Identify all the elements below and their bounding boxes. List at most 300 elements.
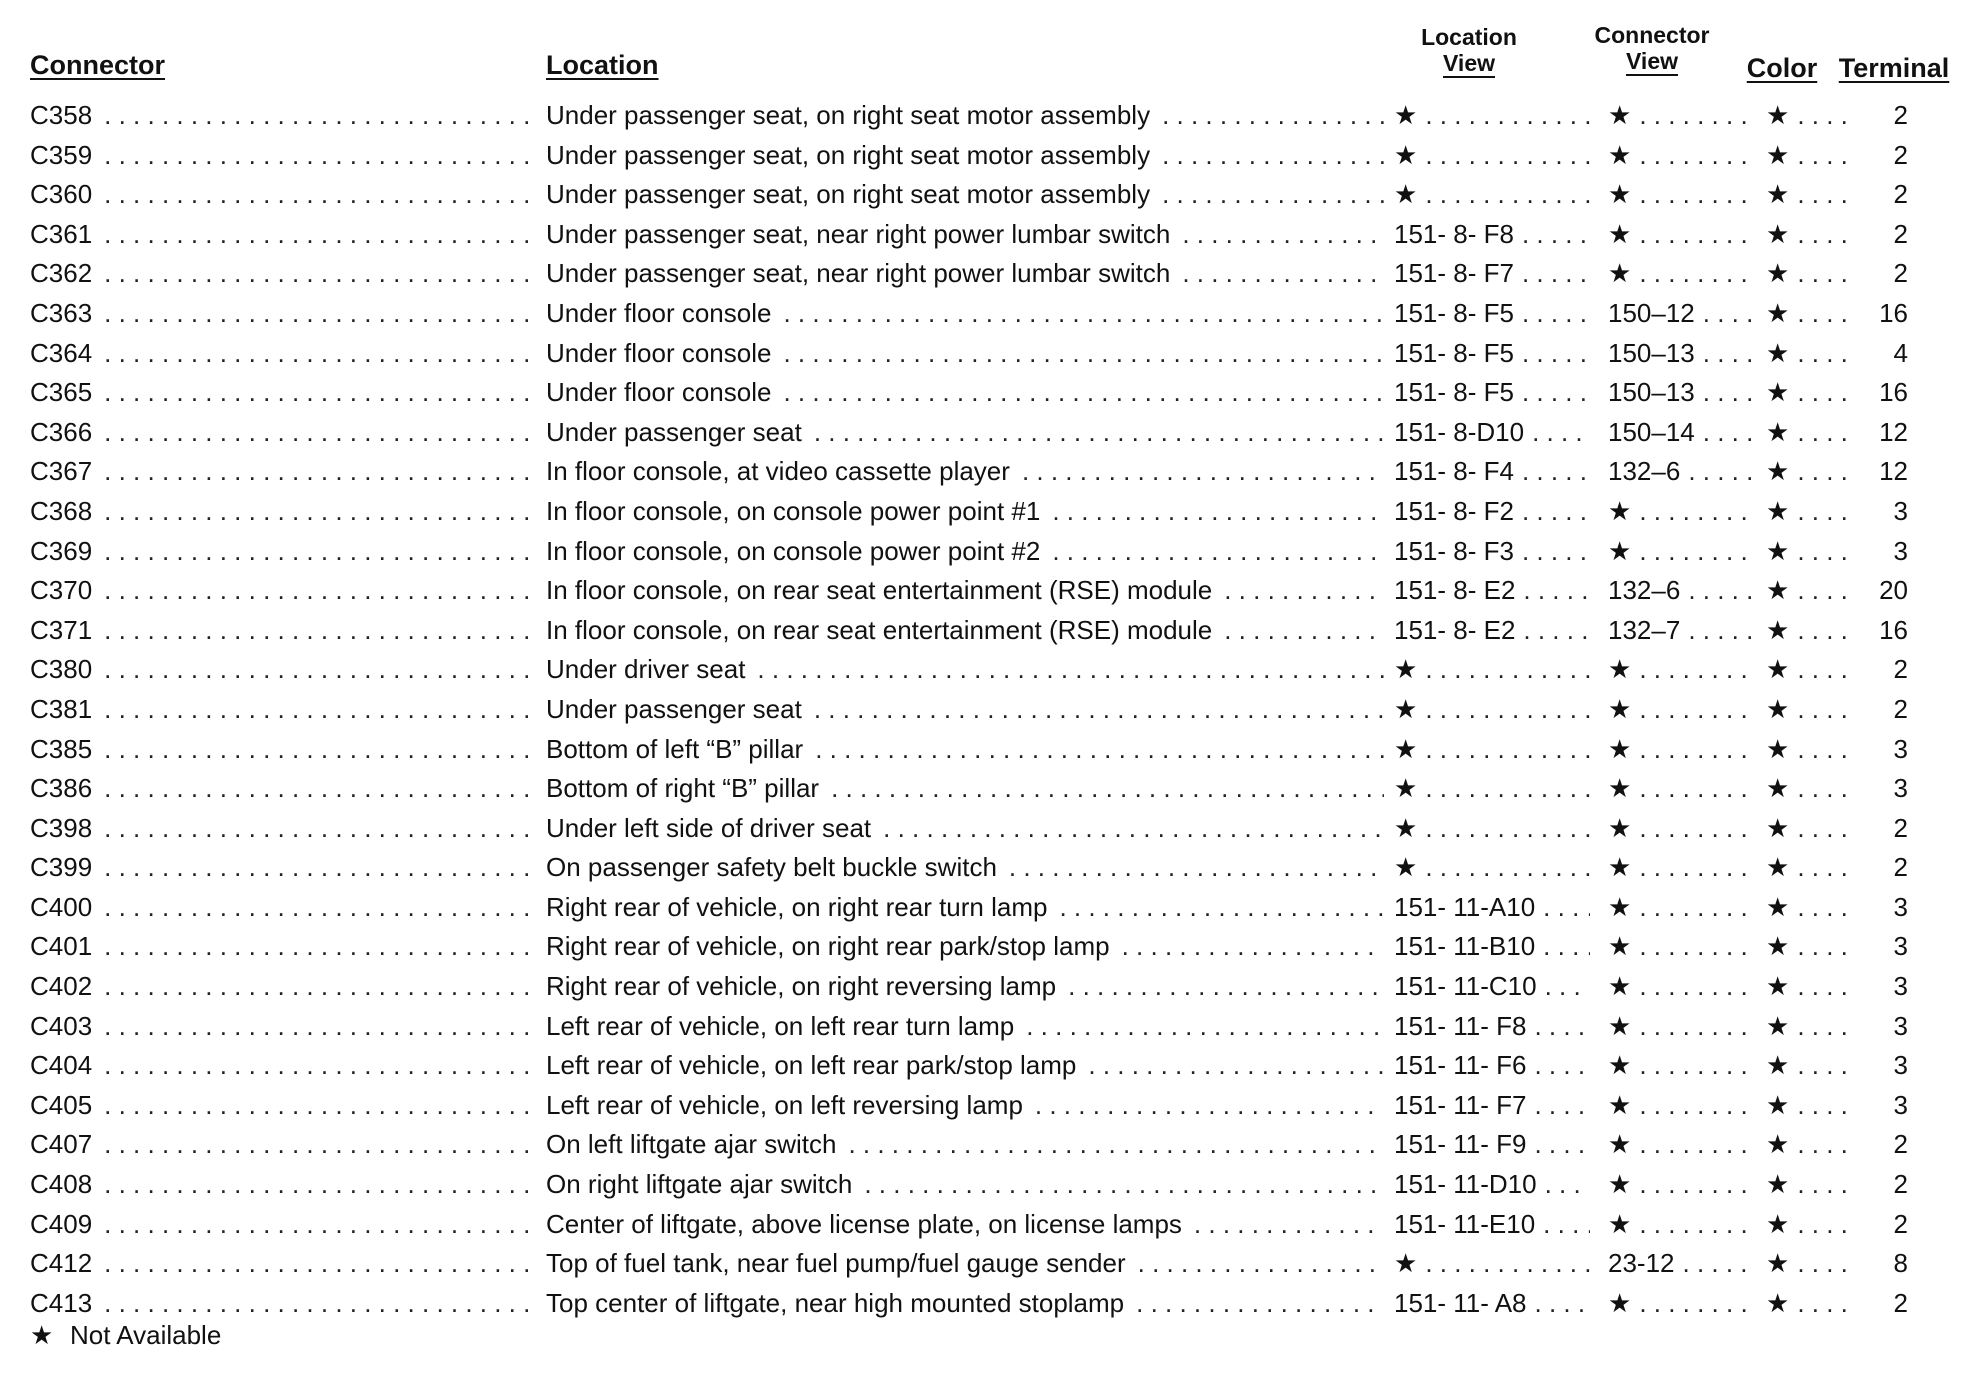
dot-leader [1797,1165,1850,1205]
cell-location-view-text: 151- 8- F5 [1394,297,1514,328]
cell-location [546,1086,1384,1126]
cell-connector-view-text: ★ [1608,1089,1632,1120]
cell-connector-view [1608,1125,1752,1165]
table-row [0,769,1964,809]
table-row [0,136,1964,176]
cell-color [1766,690,1850,730]
header-connector-view-line2 [1582,48,1722,74]
cell-location-text: Right rear of vehicle, on right rear park/stop lamp [546,931,1110,962]
cell-color [1766,215,1850,255]
cell-location [546,1007,1384,1047]
cell-location [546,1284,1384,1324]
cell-connector [30,452,536,492]
cell-location-view-text: 151- 8-D10 [1394,416,1525,447]
dot-leader [1688,611,1752,651]
dot-leader [1138,1244,1384,1284]
dot-leader [1522,532,1590,572]
table-row [0,215,1964,255]
dot-leader [104,809,536,849]
cell-connector-view-text: 150–13 [1608,337,1695,368]
cell-connector-view [1608,571,1752,611]
dot-leader [104,888,536,928]
cell-location [546,848,1384,888]
cell-location-text: Right rear of vehicle, on right rear turn lamp [546,891,1048,922]
dot-leader [815,730,1384,770]
cell-color-text: ★ [1766,931,1790,962]
cell-location-view [1394,650,1590,690]
cell-terminal [1860,571,1908,611]
dot-leader [1534,1125,1590,1165]
cell-location-text: Under passenger seat [546,416,802,447]
table-row [0,730,1964,770]
cell-connector [30,1046,536,1086]
cell-location-view-text: 151- 8- F4 [1394,456,1514,487]
cell-connector-view-text: ★ [1608,179,1632,210]
cell-location-view [1394,1205,1590,1245]
cell-connector-text: C409 [30,1208,93,1239]
cell-terminal-text: 3 [1894,888,1908,928]
cell-location-view [1394,492,1590,532]
cell-connector-text: C370 [30,575,93,606]
cell-location-text: Under driver seat [546,654,746,685]
cell-location-view-text: ★ [1394,812,1418,843]
cell-connector-view [1608,96,1752,136]
cell-location-view-text: 151- 11-C10 [1394,971,1537,1002]
cell-connector [30,1284,536,1324]
cell-terminal-text: 3 [1894,1007,1908,1047]
cell-location-text: On left liftgate ajar switch [546,1129,837,1160]
dot-leader [1522,215,1590,255]
cell-connector-text: C360 [30,179,93,210]
cell-connector [30,1244,536,1284]
dot-leader [1009,848,1384,888]
cell-connector [30,532,536,572]
dot-leader [1688,452,1752,492]
cell-location-view-text: ★ [1394,733,1418,764]
cell-connector [30,254,536,294]
cell-connector-view [1608,769,1752,809]
cell-color [1766,136,1850,176]
cell-terminal [1860,1125,1908,1165]
cell-color-text: ★ [1766,377,1790,408]
cell-terminal-text: 2 [1894,215,1908,255]
cell-color [1766,888,1850,928]
cell-location [546,373,1384,413]
cell-color [1766,611,1850,651]
cell-location-view-text: 151- 11-A10 [1394,891,1536,922]
dot-leader [1534,1007,1590,1047]
cell-location-text: Under passenger seat, near right power lumbar switch [546,218,1171,249]
cell-color [1766,1244,1850,1284]
cell-color [1766,769,1850,809]
table-row [0,1244,1964,1284]
cell-connector [30,492,536,532]
cell-connector-text: C402 [30,971,93,1002]
dot-leader [1639,809,1752,849]
cell-connector-view [1608,611,1752,651]
dot-leader [1797,690,1850,730]
table-row [0,927,1964,967]
cell-terminal [1860,809,1908,849]
cell-terminal [1860,413,1908,453]
dot-leader [1162,136,1384,176]
cell-connector-text: C401 [30,931,93,962]
dot-leader [1639,888,1752,928]
cell-location-view [1394,1125,1590,1165]
cell-color [1766,1046,1850,1086]
cell-connector-view-text: ★ [1608,535,1632,566]
cell-connector [30,1007,536,1047]
header-location: Location [546,50,659,80]
table-row [0,888,1964,928]
cell-connector [30,690,536,730]
cell-connector [30,769,536,809]
cell-connector-view [1608,1284,1752,1324]
dot-leader [104,254,536,294]
cell-color-text: ★ [1766,693,1790,724]
cell-connector-text: C359 [30,139,93,170]
table-row [0,334,1964,374]
cell-connector-view-text: ★ [1608,773,1632,804]
cell-location [546,927,1384,967]
cell-color-text: ★ [1766,535,1790,566]
cell-location-view [1394,730,1590,770]
dot-leader [1534,1046,1590,1086]
dot-leader [1162,175,1384,215]
table-body [0,96,1964,1323]
cell-color-text: ★ [1766,218,1790,249]
cell-location [546,769,1384,809]
cell-terminal-text: 2 [1894,690,1908,730]
cell-location [546,1205,1384,1245]
cell-connector-view [1608,690,1752,730]
cell-location-view-text: 151- 8- F8 [1394,218,1514,249]
dot-leader [1797,1284,1850,1324]
cell-color-text: ★ [1766,1248,1790,1279]
cell-location-text: On passenger safety belt buckle switch [546,852,997,883]
cell-terminal-text: 16 [1879,294,1908,334]
dot-leader [104,175,536,215]
dot-leader [1052,532,1384,572]
table-row [0,254,1964,294]
header-connector-view-line2-text: View [1626,48,1678,75]
cell-connector [30,571,536,611]
dot-leader [104,373,536,413]
cell-connector-text: C405 [30,1089,93,1120]
dot-leader [1425,848,1590,888]
cell-location-text: Center of liftgate, above license plate, on license lamps [546,1208,1182,1239]
cell-color-text: ★ [1766,258,1790,289]
dot-leader [1639,96,1752,136]
dot-leader [1797,650,1850,690]
dot-leader [1523,571,1590,611]
table-header [0,0,1964,95]
cell-connector [30,809,536,849]
cell-color [1766,294,1850,334]
cell-color-text: ★ [1766,575,1790,606]
cell-connector-view-text: ★ [1608,971,1632,1002]
cell-location-view-text: 151- 11- F7 [1394,1089,1527,1120]
cell-location-view [1394,1165,1590,1205]
cell-color-text: ★ [1766,812,1790,843]
cell-location-view-text: ★ [1394,654,1418,685]
cell-location-view-text: ★ [1394,139,1418,170]
dot-leader [1425,175,1590,215]
cell-location-view-text: 151- 11-D10 [1394,1169,1537,1200]
dot-leader [864,1165,1384,1205]
cell-location-view [1394,1284,1590,1324]
cell-color [1766,532,1850,572]
table-row [0,373,1964,413]
dot-leader [104,848,536,888]
cell-location [546,96,1384,136]
cell-connector-text: C398 [30,812,93,843]
dot-leader [1534,1086,1590,1126]
footnote [30,1320,221,1351]
cell-connector-text: C364 [30,337,93,368]
header-connector: Connector [30,50,165,80]
cell-location-view-text: 151- 8- E2 [1394,614,1516,645]
dot-leader [757,650,1384,690]
header-location-view-line2 [1400,50,1538,76]
cell-location [546,334,1384,374]
dot-leader [1522,334,1590,374]
cell-color [1766,1284,1850,1324]
cell-connector-text: C400 [30,891,93,922]
dot-leader [1797,1244,1850,1284]
dot-leader [1543,1205,1590,1245]
cell-terminal [1860,175,1908,215]
dot-leader [104,136,536,176]
cell-terminal [1860,1007,1908,1047]
dot-leader [1797,927,1850,967]
cell-location-view-text: 151- 8- F5 [1394,377,1514,408]
cell-location-view-text: ★ [1394,179,1418,210]
dot-leader [104,967,536,1007]
cell-connector-text: C366 [30,416,93,447]
dot-leader [1703,373,1752,413]
cell-location-view [1394,532,1590,572]
cell-location-text: Right rear of vehicle, on right reversing lamp [546,971,1057,1002]
dot-leader [1522,294,1590,334]
dot-leader [1059,888,1384,928]
cell-connector-view [1608,373,1752,413]
dot-leader [1797,611,1850,651]
cell-connector-text: C365 [30,377,93,408]
table-row [0,413,1964,453]
dot-leader [1639,1205,1752,1245]
cell-terminal [1860,373,1908,413]
cell-color-text: ★ [1766,139,1790,170]
cell-connector-view [1608,1086,1752,1126]
cell-location-view [1394,413,1590,453]
cell-location-view [1394,809,1590,849]
cell-location-view-text: 151- 8- F3 [1394,535,1514,566]
cell-terminal-text: 12 [1879,413,1908,453]
cell-color [1766,1007,1850,1047]
cell-location-view [1394,96,1590,136]
dot-leader [1122,927,1384,967]
dot-leader [1639,967,1752,1007]
cell-location-text: Under passenger seat, on right seat motor assembly [546,179,1151,210]
dot-leader [1545,967,1590,1007]
cell-location-text: In floor console, on rear seat entertainment (RSE) module [546,575,1213,606]
cell-terminal [1860,96,1908,136]
cell-location-text: Under floor console [546,297,772,328]
cell-connector [30,1165,536,1205]
dot-leader [1425,650,1590,690]
cell-location-view [1394,215,1590,255]
dot-leader [1703,413,1752,453]
dot-leader [848,1125,1384,1165]
cell-connector-text: C371 [30,614,93,645]
cell-location [546,136,1384,176]
dot-leader [1639,1284,1752,1324]
cell-color-text: ★ [1766,416,1790,447]
cell-location-text: Top center of liftgate, near high mounted stoplamp [546,1287,1125,1318]
cell-connector-text: C403 [30,1010,93,1041]
dot-leader [104,1007,536,1047]
cell-color-text: ★ [1766,852,1790,883]
dot-leader [104,1125,536,1165]
cell-terminal [1860,1086,1908,1126]
cell-location-view [1394,294,1590,334]
cell-terminal [1860,888,1908,928]
cell-location [546,650,1384,690]
table-row [0,1125,1964,1165]
dot-leader [1797,254,1850,294]
dot-leader [1797,413,1850,453]
cell-connector-view [1608,1165,1752,1205]
dot-leader [1522,492,1590,532]
cell-connector-text: C358 [30,100,93,130]
cell-color-text: ★ [1766,891,1790,922]
dot-leader [1797,1046,1850,1086]
dot-leader [1797,888,1850,928]
dot-leader [104,927,536,967]
cell-location-text: In floor console, on console power point #2 [546,535,1041,566]
dot-leader [1543,888,1590,928]
cell-color-text: ★ [1766,456,1790,487]
dot-leader [1797,492,1850,532]
dot-leader [1639,136,1752,176]
cell-terminal [1860,254,1908,294]
cell-connector-view-text: ★ [1608,654,1632,685]
dot-leader [1162,96,1384,136]
cell-location [546,888,1384,928]
cell-location-view [1394,136,1590,176]
dot-leader [1797,136,1850,176]
cell-connector-text: C363 [30,297,93,328]
cell-connector-text: C413 [30,1287,93,1318]
cell-location-text: Left rear of vehicle, on left rear park/stop lamp [546,1050,1077,1081]
dot-leader [1797,452,1850,492]
dot-leader [1088,1046,1384,1086]
cell-connector-view-text: 132–6 [1608,575,1681,606]
cell-color-text: ★ [1766,654,1790,685]
table-row [0,532,1964,572]
cell-terminal [1860,294,1908,334]
cell-location [546,1046,1384,1086]
dot-leader [1425,809,1590,849]
dot-leader [104,96,536,136]
dot-leader [783,294,1384,334]
cell-location-view-text: 151- 11-B10 [1394,931,1536,962]
cell-location-text: Left rear of vehicle, on left rear turn lamp [546,1010,1015,1041]
dot-leader [1068,967,1384,1007]
cell-location-view-text: 151- 8- F5 [1394,337,1514,368]
cell-connector-text: C385 [30,733,93,764]
dot-leader [1182,215,1384,255]
table-row [0,967,1964,1007]
cell-connector-view-text: 150–14 [1608,416,1695,447]
cell-location-view [1394,1007,1590,1047]
cell-color [1766,809,1850,849]
cell-location-text: In floor console, on console power point #1 [546,495,1041,526]
cell-connector-view-text: ★ [1608,733,1632,764]
cell-terminal [1860,532,1908,572]
dot-leader [1639,532,1752,572]
cell-location-view [1394,1046,1590,1086]
cell-connector-view [1608,1205,1752,1245]
cell-terminal-text: 3 [1894,730,1908,770]
dot-leader [1797,1007,1850,1047]
cell-terminal-text: 2 [1894,1125,1908,1165]
cell-color [1766,848,1850,888]
dot-leader [1425,769,1590,809]
cell-location-view-text: ★ [1394,852,1418,883]
dot-leader [1797,1125,1850,1165]
dot-leader [1639,1125,1752,1165]
cell-location-text: Under passenger seat, on right seat motor assembly [546,139,1151,170]
cell-connector-view-text: 132–7 [1608,614,1681,645]
cell-location-view-text: 151- 11- A8 [1394,1287,1527,1318]
cell-connector-view-text: ★ [1608,693,1632,724]
dot-leader [1425,136,1590,176]
cell-connector [30,1125,536,1165]
header-location-view [1400,24,1538,77]
cell-location-view [1394,888,1590,928]
dot-leader [1797,571,1850,611]
table-row [0,611,1964,651]
cell-terminal-text: 3 [1894,1086,1908,1126]
cell-terminal [1860,1205,1908,1245]
dot-leader [1035,1086,1384,1126]
cell-terminal-text: 2 [1894,1284,1908,1324]
cell-terminal [1860,1244,1908,1284]
cell-connector-view [1608,413,1752,453]
cell-location [546,413,1384,453]
cell-connector [30,334,536,374]
dot-leader [1545,1165,1590,1205]
cell-terminal [1860,967,1908,1007]
cell-location [546,967,1384,1007]
cell-color [1766,452,1850,492]
dot-leader [1797,175,1850,215]
cell-connector [30,294,536,334]
cell-location-view-text: ★ [1394,773,1418,804]
cell-connector-text: C368 [30,495,93,526]
cell-connector [30,730,536,770]
dot-leader [1639,1165,1752,1205]
cell-location-view-text: 151- 11- F6 [1394,1050,1527,1081]
cell-connector-view [1608,809,1752,849]
dot-leader [1639,254,1752,294]
cell-location-text: Bottom of right “B” pillar [546,773,820,804]
cell-terminal-text: 2 [1894,848,1908,888]
cell-connector-view [1608,1007,1752,1047]
table-row [0,175,1964,215]
